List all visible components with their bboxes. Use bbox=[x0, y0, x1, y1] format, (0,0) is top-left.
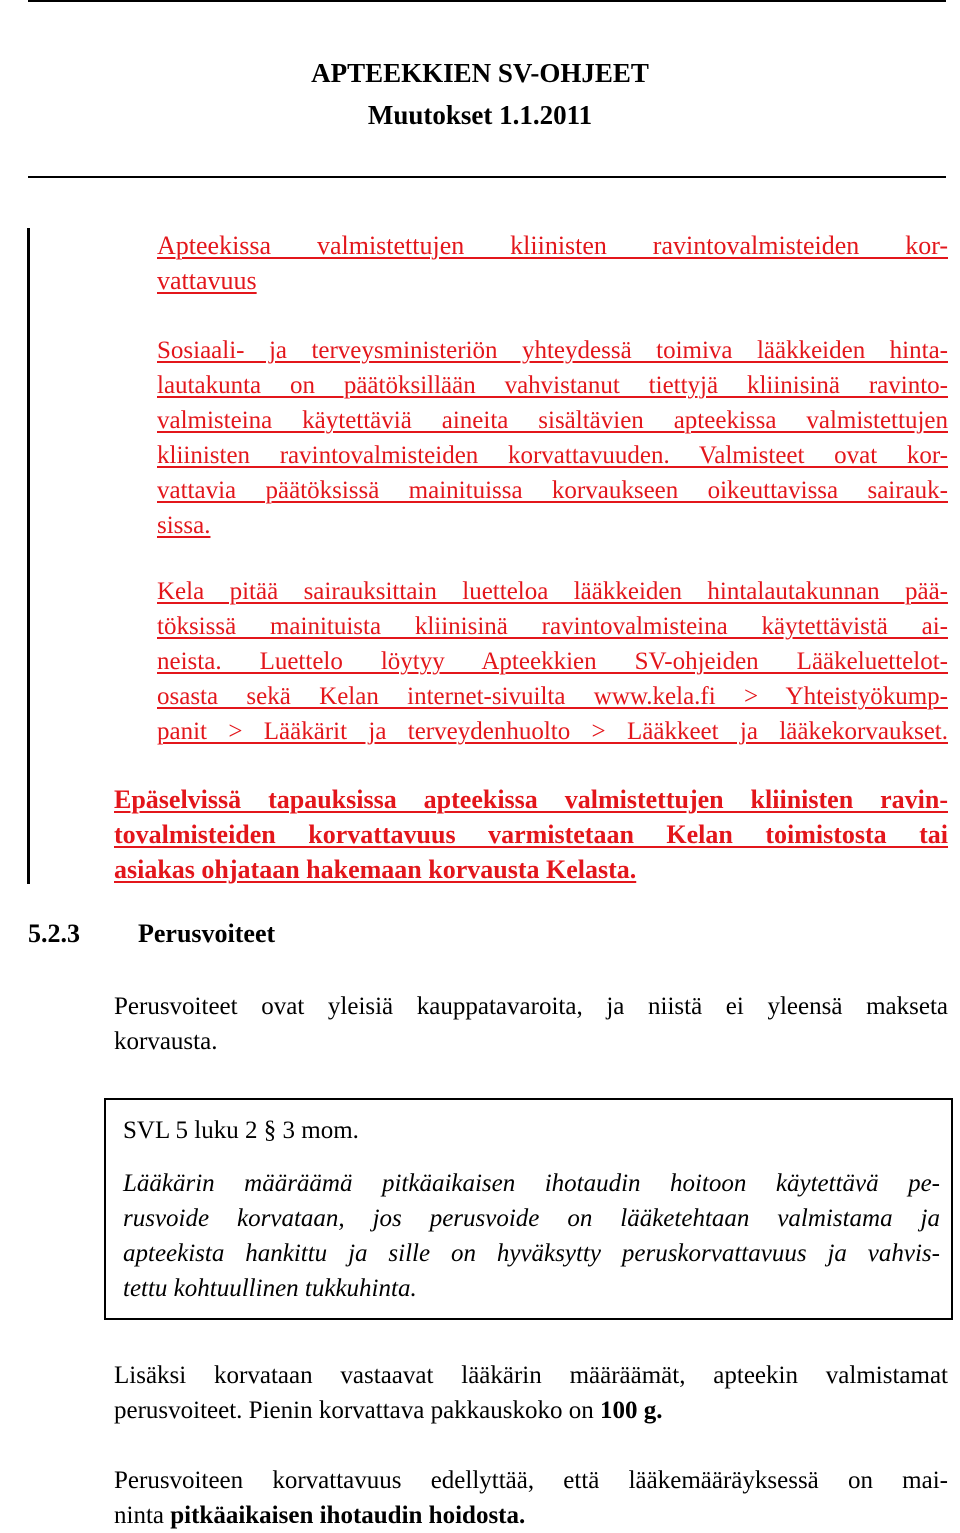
red-bold-paragraph bbox=[114, 782, 948, 887]
paragraph-line: lautakunta on päätöksillään vahvistanut tiettyjä kliinisinä ravinto- bbox=[157, 372, 948, 399]
quote-line: rusvoide korvataan, jos perusvoide on lääketehtaan valmistama ja bbox=[123, 1205, 940, 1232]
paragraph-line: neista. Luettelo löytyy Apteekkien SV-ohjeiden Lääkeluettelot- bbox=[157, 648, 948, 675]
paragraph-line: tovalmisteiden korvattavuus varmistetaan Kelan toimistosta tai bbox=[114, 820, 948, 849]
paragraph-line: Epäselvissä tapauksissa apteekissa valmistettujen kliinisten ravin- bbox=[114, 785, 948, 814]
paragraph-text: ninta bbox=[114, 1502, 171, 1529]
paragraph-line: sissa. bbox=[157, 512, 211, 539]
paragraph-line: kliinisten ravintovalmisteiden korvattavuuden. Valmisteet ovat kor- bbox=[157, 442, 948, 469]
law-reference: SVL 5 luku 2 § 3 mom. bbox=[123, 1117, 359, 1144]
paragraph-line: panit > Lääkärit ja terveydenhuolto > Lääkkeet ja lääkekorvaukset. bbox=[157, 718, 948, 745]
red-heading-line: vattavuus bbox=[157, 266, 257, 295]
red-paragraph-2 bbox=[157, 574, 948, 749]
red-paragraph-1 bbox=[157, 333, 948, 543]
header-rule bbox=[28, 176, 946, 178]
paragraph-line: valmisteina käytettäviä aineita sisältävien apteekissa valmistettujen bbox=[157, 407, 948, 434]
paragraph-line: vattavia päätöksissä mainituissa korvaukseen oikeuttavissa sairauk- bbox=[157, 477, 948, 504]
pack-size-bold: 100 g. bbox=[600, 1397, 663, 1424]
quote-line: apteekista hankittu ja sille on hyväksytty peruskorvattavuus ja vahvis- bbox=[123, 1240, 940, 1267]
document-title: APTEEKKIEN SV-OHJEET bbox=[311, 58, 649, 88]
paragraph-line: Kela pitää sairauksittain luetteloa lääkkeiden hintalautakunnan pää- bbox=[157, 578, 948, 605]
paragraph-line bbox=[114, 1498, 948, 1533]
paragraph-perusvoiteet bbox=[114, 989, 948, 1059]
paragraph-line: osasta sekä Kelan internet-sivuilta www.kela.fi > Yhteistyökump- bbox=[157, 683, 948, 710]
paragraph-line bbox=[114, 1393, 948, 1428]
paragraph-lisaksi bbox=[114, 1358, 948, 1428]
paragraph-line: töksissä mainituista kliinisinä ravintovalmisteina käytettävistä ai- bbox=[157, 613, 948, 640]
top-rule bbox=[28, 0, 946, 2]
paragraph-line: Perusvoiteen korvattavuus edellyttää, että lääkemääräyksessä on mai- bbox=[114, 1467, 948, 1494]
condition-bold: pitkäaikaisen ihotaudin hoidosta. bbox=[170, 1502, 526, 1529]
paragraph-text: perusvoiteet. Pienin korvattava pakkauskoko on bbox=[114, 1397, 600, 1424]
paragraph-line: Sosiaali- ja terveysministeriön yhteydessä toimiva lääkkeiden hinta- bbox=[157, 337, 948, 364]
change-bar bbox=[27, 228, 30, 884]
paragraph-line: Perusvoiteet ovat yleisiä kauppatavaroita, ja niistä ei yleensä makseta bbox=[114, 993, 948, 1020]
paragraph-line: Lisäksi korvataan vastaavat lääkärin määräämät, apteekin valmistamat bbox=[114, 1362, 948, 1389]
document-subtitle: Muutokset 1.1.2011 bbox=[367, 100, 593, 130]
paragraph-korvattavuus bbox=[114, 1463, 948, 1533]
law-quote-text bbox=[123, 1166, 940, 1306]
quote-line: Lääkärin määräämä pitkäaikaisen ihotaudin hoitoon käytettävä pe- bbox=[123, 1170, 940, 1197]
section-number: 5.2.3 bbox=[28, 919, 80, 948]
quote-line: tettu kohtuullinen tukkuhinta. bbox=[123, 1275, 417, 1302]
red-heading-line: Apteekissa valmistettujen kliinisten ravintovalmisteiden kor- bbox=[157, 231, 948, 260]
section-title: Perusvoiteet bbox=[138, 919, 276, 948]
paragraph-line: asiakas ohjataan hakemaan korvausta Kelasta. bbox=[114, 855, 637, 884]
red-heading bbox=[157, 228, 948, 298]
paragraph-line: korvausta. bbox=[114, 1028, 218, 1055]
